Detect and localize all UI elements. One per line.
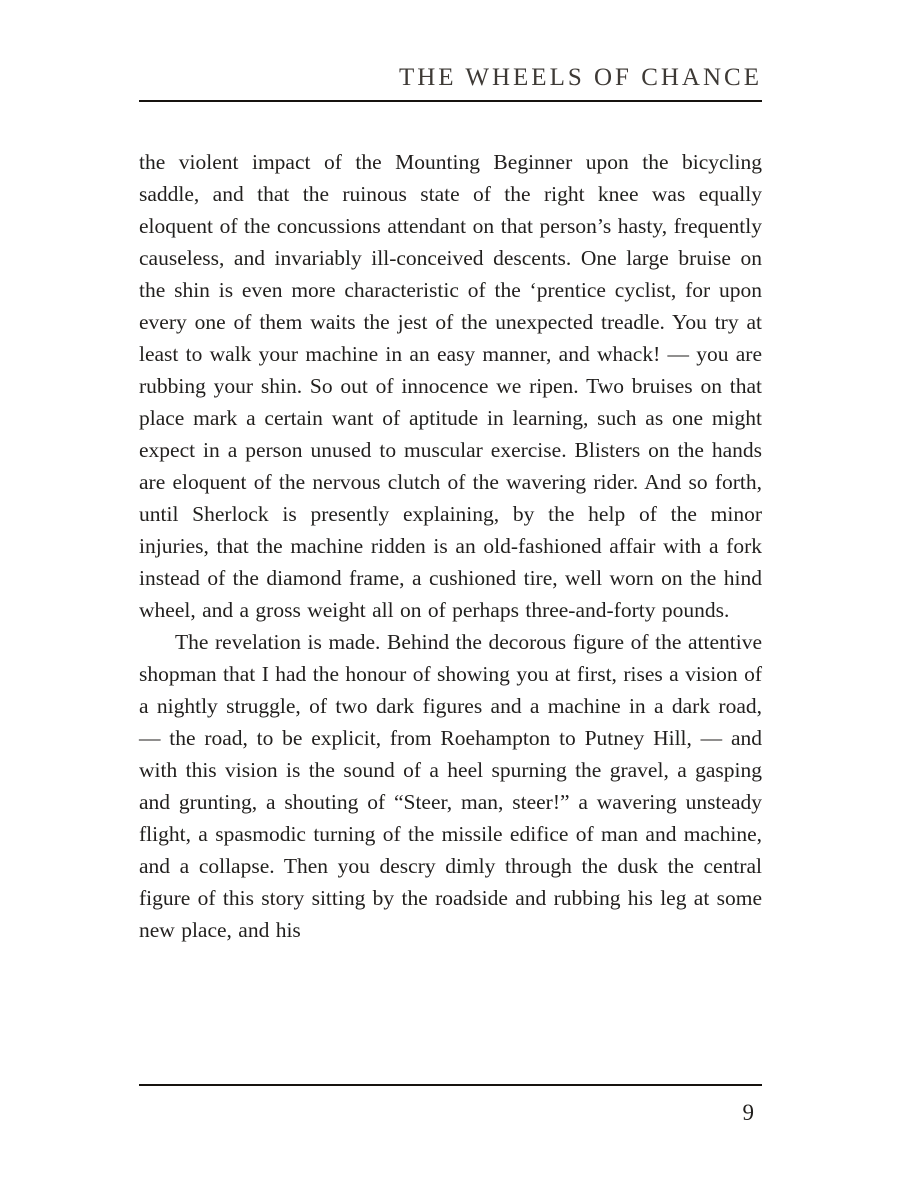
- page-footer: [139, 1084, 762, 1126]
- running-title: THE WHEELS OF CHANCE: [398, 64, 762, 91]
- page-header: [139, 0, 762, 102]
- paragraph: the violent impact of the Mounting Beginner upon the bicycling saddle, and that the ruinous state of the right knee was equally eloquent of the concussions attendant on that person’s hasty, frequently causeless, and invariably ill-conceived descents. One large bruise on the shin is even more characteristic of the ‘prentice cyclist, for upon every one of them waits the jest of the unexpected treadle. You try at least to walk your machine in an easy manner, and whack! — you are rubbing your shin. So out of innocence we ripen. Two bruises on that place mark a certain want of aptitude in learning, such as one might expect in a person unused to muscular exercise. Blisters on the hands are eloquent of the nervous clutch of the wavering rider. And so forth, until Sherlock is presently explaining, by the help of the minor injuries, that the machine ridden is an old-fashioned affair with a fork instead of the diamond frame, a cushioned tire, well worn on the hind wheel, and a gross weight all on of perhaps three-and-forty pounds.: [139, 150, 762, 622]
- page-number: 9: [742, 1100, 754, 1125]
- page-body: [139, 146, 762, 946]
- header-rule: [139, 100, 762, 102]
- paragraph: The revelation is made. Behind the decorous figure of the attentive shopman that I had the honour of showing you at first, rises a vision of a nightly struggle, of two dark figures and a machine in a dark road, — the road, to be explicit, from Roehampton to Putney Hill, — and with this vision is the sound of a heel spurning the gravel, a gasping and grunting, a shouting of “Steer, man, steer!” a wavering unsteady flight, a spasmodic turning of the missile edifice of man and machine, and a collapse. Then you descry dimly through the dusk the central figure of this story sitting by the roadside and rubbing his leg at some new place, and his: [139, 630, 762, 942]
- footer-rule: [139, 1084, 762, 1086]
